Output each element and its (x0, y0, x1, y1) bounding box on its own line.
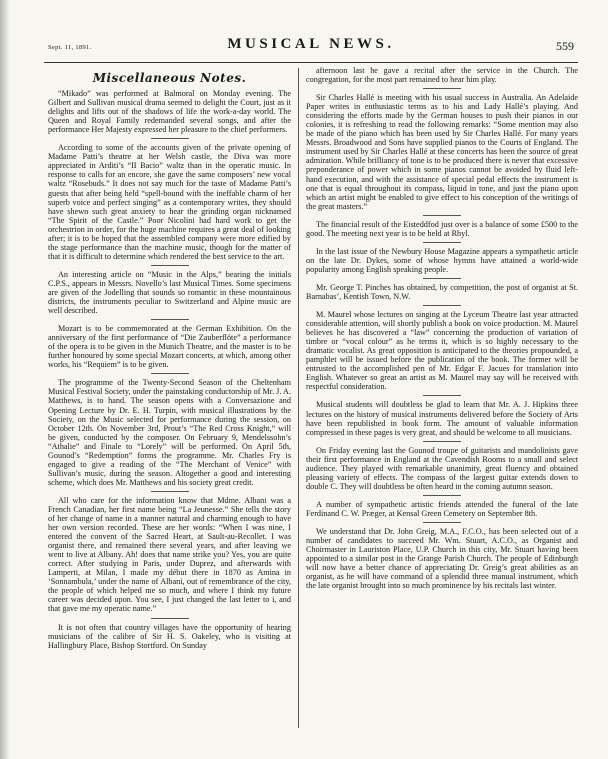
article-paragraph: We understand that Dr. John Greig, M.A., F.C.O., has been selected out of a number of candidates to succeed Mr. Wm. Stuart, A.C.O., as Organist and Choirmaster in Lauriston Place, U.P. Church in this city, Mr. Stuart having been appointed to a similar post in the Grange Parish Church. The people of Edinburgh will now have a better chance of appreciating Dr. Greig’s great abilities as an organist, as he will have command of a splendid three manual instrument, which the late organist brought into so much prominence by his recitals last winter. (306, 526, 578, 591)
section-title: Miscellaneous Notes. (92, 71, 247, 85)
article-paragraph: The programme of the Twenty-Second Season of the Cheltenham Musical Festival Society, under the painstaking conductorship of Mr. J. A. Matthews, is to hand. The season opens with a Conversazione and Opening Lecture by Dr. E. H. Turpin, with musical illustrations by the Society, on the Music selected for performance during the session, on October 12th. On November 3rd, Prout’s “The Red Cross Knight,” will be given, conducted by the composer. On February 9, Mendelssohn’s “Athalie” and Finale to “Lorely” will be performed. On April 5th, Gounod’s “Redemption” forms the programme. Mr. Charles Fry is engaged to give a reading of the “The Merchant of Venice” with Sullivan’s music, during the season. Altogether a good and interesting scheme, which does Mr. Matthews and his society great credit. (48, 378, 291, 487)
article-paragraph: Mozart is to be commemorated at the German Exhibition. On the anniversary of the first performance of “Die Zauberflöte” a performance of the opera is to be given in the Munich Theatre, and the master is to be further honoured by some special Mozart concerts, at which, among other works, his “Requiem” is to be given. (48, 324, 291, 370)
article-paragraph: Musical students will doubtless be glad to learn that Mr. A. J. Hipkins three lectures on the history of musical instruments delivered before the Society of Arts have been republished in book form. The amount of valuable information compressed in these pages is very great, and should be welcome to all musicians. (306, 400, 578, 437)
binding-shadow (0, 0, 10, 759)
article-paragraph: An interesting article on “Music in the Alps,” bearing the initials C.P.S., appears in Messrs. Novello’s last Musical Times. Some specimens are given of the Jodelling that sounds so romantic in these mountainous districts, the instruments peculiar to Switzerland and Alpine music are well described. (48, 269, 291, 316)
article-separator (151, 618, 189, 619)
article-paragraph: afternoon last he gave a recital after the service in the Church. The congregation, for the most part remained to hear him play. (306, 66, 578, 85)
page-header (48, 36, 574, 58)
article-separator (423, 305, 461, 306)
article-separator (151, 138, 189, 139)
article-separator (151, 373, 189, 374)
article-separator (423, 522, 461, 523)
article-paragraph: It is not often that country villages have the opportunity of hearing musicians of the calibre of Sir H. S. Oakeley, who is visiting at Hallingbury Place, Bishop Stortford. On Sunday (48, 622, 291, 650)
column-divider (298, 68, 299, 728)
right-column (306, 66, 578, 590)
publication-title: MUSICAL NEWS. (227, 36, 395, 52)
article-paragraph: Mr. George T. Pinches has obtained, by competition, the post of organist at St. Barnabas’, Kentish Town, N.W. (306, 282, 578, 301)
article-paragraph: “Mikado” was performed at Balmoral on Monday evening. The Gilbert and Sullivan musical drama seemed to delight the Court, just as it delights and lifts out of the shadows of life the work-a-day world. The Queen and Royal Family redemanded several songs, and after the performance Her Majesty expressed her pleasure to the chief performers. (48, 89, 291, 135)
left-column (48, 66, 291, 650)
article-separator (423, 215, 461, 216)
article-separator (423, 395, 461, 396)
issue-date: Sept. 11, 1891. (48, 44, 92, 51)
article-separator (423, 278, 461, 279)
article-paragraph: According to some of the accounts given of the private opening of Madame Patti’s theatre at her Welsh castle, the Diva was more appreciated in Arditi’s “II Bacio” waltz than in the operatic music. In response to calls for an encore, she gave the same composers’ new vocal waltz “Rosebuds.” It does not say much for the taste of Madame Patti’s guests that after being held “spell-bound with the ineffable charm of her superb voice and perfect singing” as a contemporary writes, they should have shewn such great anxiety to hear the grinding organ nicknamed “The Spirit of the Castle.” Poor Nicolini had hard work to get the orchestrion in order, for the huge machine requires a great deal of looking after; it is to be hoped that the assembled company were more edified by the stage performance than the machine music, though for the matter of that it is difficult to determine which rendered the best service to the art. (48, 143, 291, 261)
article-separator (423, 242, 461, 243)
article-separator (423, 88, 461, 89)
article-paragraph: In the last issue of the Newbury House Magazine appears a sympathetic article on the late Dr. Dykes, some of whose hymns have attained a world-wide popularity among English speaking people. (306, 246, 578, 274)
article-separator (151, 319, 189, 320)
article-paragraph: Sir Charles Hallé is meeting with his usual success in Australia. An Adelaide Paper writes in enthusiastic terms as to his and Lady Hallé’s playing. And considering the efforts made by the German houses to push their pianos in our colonies, it is refreshing to read the following remarks: “Some mention may also be made of the piano which has been used by Sir Charles Hallé. For many years Messrs. Broadwood and Sons have supplied pianos to the Courts of England. The instrument used by Sir Charles Hallé at these concerts has been the source of great admiration. While brilliancy of tone is to be produced there is never that excessive preponderance of power which in some pianos cannot be avoided by fluid left-hand execution, and with the assistance of special pedal effects the instrument is one that is equal throughout its compass, liquid in tone, and just the piano upon which an artist might be enabled to give effect to his conception of the writings of the great masters.” (306, 93, 578, 211)
article-paragraph: The financial result of the Eisteddfod just over is a balance of some £500 to the good. The meeting next year is to be held at Rhyl. (306, 219, 578, 238)
article-paragraph: M. Maurel whose lectures on singing at the Lyceum Theatre last year attracted considerable attention, will shortly publish a book on voice production. M. Maurel believes he has discovered a “law” concerning the production of variation of timbre or “vocal colour” as he terms it, which is so highly necessary to the dramatic vocalist. As great opposition is anticipated to the theories propounded, a pamphlet will be issued before the publication of the book. The former will be entrusted to the accomplished pen of Mr. Edgar F. Jacues for translation into English. Whatever so great an artist as M. Maurel may say will be received with respectful consideration. (306, 310, 578, 392)
header-rule (44, 62, 578, 63)
article-paragraph: All who care for the information know that Mdme. Albani was a French Canadian, her first name being “La Jeunesse.” She tells the story of her change of name in a manner natural and charming enough to have her own version recorded. These are her words: “When I was nine, I entered the convent of the Sacred Heart, at Sault-au-Recollet. I was organist there, and remained there several years, and after leaving we went to live at Albany. Ah! does that name strike you? Yes, you are quite correct. After studying in Paris, under Duprez, and afterwards with Lamperti, at Milan, I made my début there in 1870 as Amina in ‘Sonnambula,’ under the name of Albani, out of remembrance of the city, the people of which helped me so much, and where I think my future career was decided upon. You see, I just changed the last letter to i, and that gave me my operatic name.” (48, 495, 291, 614)
article-separator (151, 491, 189, 492)
article-separator (423, 441, 461, 442)
article-separator (151, 265, 189, 266)
article-separator (423, 495, 461, 496)
article-paragraph: A number of sympathetic artistic friends attended the funeral of the late Ferdinand C. W. Præger, at Kensal Green Cemetery on September 8th. (306, 499, 578, 518)
page-number: 559 (556, 39, 574, 53)
article-paragraph: On Friday evening last the Gounod troupe of guitarists and mandolinists gave their first performance in England at the Cavendish Rooms to a small and select audience. They played with remarkable unanimity, great fluency and obtained pleasing variety of effects. The compass of the largest guitar extends down to double C. They will doubtless be often heard in the coming autumn season. (306, 445, 578, 491)
